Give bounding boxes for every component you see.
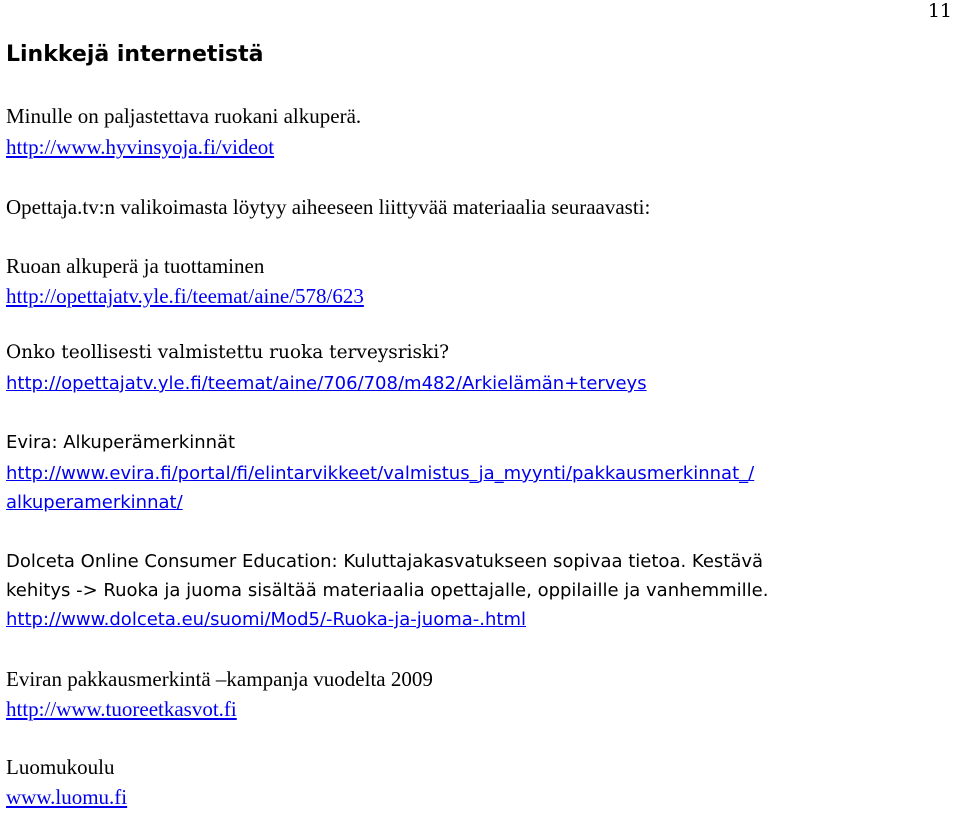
entry-hyvinsyoja-link[interactable]: http://www.hyvinsyoja.fi/videot: [6, 135, 275, 159]
entry-ruoan-alkupera-text: Ruoan alkuperä ja tuottaminen: [6, 254, 265, 278]
entry-evira-link-continued[interactable]: alkuperamerkinnat/: [6, 492, 183, 513]
entry-terveysriski-text: Onko teollisesti valmistettu ruoka terveysriski?: [6, 342, 450, 363]
entry-pakkausmerkinta-link[interactable]: http://www.tuoreetkasvot.fi: [6, 697, 237, 721]
entry-luomukoulu-text: Luomukoulu: [6, 755, 115, 779]
entry-opettajatv-intro: Opettaja.tv:n valikoimasta löytyy aiheeseen liittyvää materiaalia seuraavasti:: [6, 195, 651, 219]
entry-dolceta-text-line1: Dolceta Online Consumer Education: Kuluttajakasvatukseen sopivaa tietoa. Kestävä: [6, 551, 764, 572]
page-number: 11: [927, 0, 952, 22]
entry-hyvinsyoja-text: Minulle on paljastettava ruokani alkuperä.: [6, 104, 362, 128]
entry-terveysriski-link[interactable]: http://opettajatv.yle.fi/teemat/aine/706/708/m482/Arkielämän+terveys: [6, 373, 647, 394]
entry-pakkausmerkinta-text: Eviran pakkausmerkintä –kampanja vuodelta 2009: [6, 667, 433, 691]
entry-evira-link[interactable]: http://www.evira.fi/portal/fi/elintarvikkeet/valmistus_ja_myynti/pakkausmerkinnat_/: [6, 463, 755, 484]
entry-ruoan-alkupera-link[interactable]: http://opettajatv.yle.fi/teemat/aine/578/623: [6, 284, 364, 308]
entry-luomukoulu-link[interactable]: www.luomu.fi: [6, 785, 128, 809]
entry-evira-text: Evira: Alkuperämerkinnät: [6, 432, 236, 453]
page-heading: Linkkejä internetistä: [6, 42, 264, 67]
entry-dolceta-link[interactable]: http://www.dolceta.eu/suomi/Mod5/-Ruoka-ja-juoma-.html: [6, 609, 527, 630]
entry-dolceta-text-line2: kehitys -> Ruoka ja juoma sisältää materiaalia opettajalle, oppilaille ja vanhemmille.: [6, 580, 769, 601]
